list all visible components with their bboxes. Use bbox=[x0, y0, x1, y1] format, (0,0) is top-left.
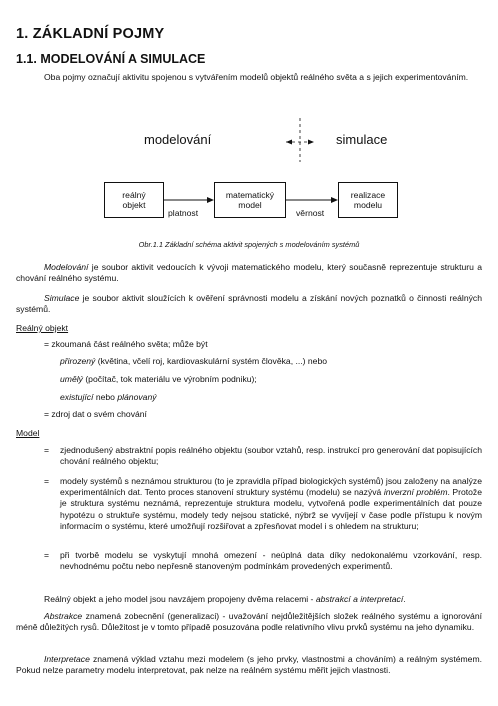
diagram bbox=[96, 112, 406, 232]
box-realny-objekt-line2: objekt bbox=[122, 200, 146, 210]
term-prirozeny: přirozený bbox=[60, 356, 96, 366]
box-realny-objekt bbox=[104, 182, 164, 218]
ro-umely bbox=[60, 374, 257, 385]
term-umely: umělý bbox=[60, 374, 83, 384]
ro-definition: = zkoumaná část reálného světa; může být bbox=[44, 339, 208, 349]
interpretace-text: znamená výklad vztahu mezi modelem (s jeho prvky, vlastnostmi a chováním) a reálným systémem. Pokud nelze parametry modelu interpretovat, pak nelze na reálném systému měřit jejich vlastnosti. bbox=[16, 654, 482, 676]
bullet-1-symbol: = bbox=[44, 445, 50, 455]
box-realizace-modelu bbox=[338, 182, 398, 218]
bullet-2-symbol: = bbox=[44, 476, 50, 486]
box-matematicky-model bbox=[214, 182, 286, 218]
model-bullet-1: zjednodušený abstraktní popis reálného objektu (soubor vztahů, resp. instrukcí pro generování dat popisujících chování reálného objektu; bbox=[60, 445, 482, 467]
ro-prirozeny bbox=[60, 356, 327, 367]
paragraph-simulace bbox=[16, 293, 482, 315]
model-b2-b: . Protože je struktura systému neznámá, reprezentuje struktura modelu, vytvořená podle experimentálních dat pouze hypotézu o struktuře systému, modely tedy nejsou statické, nýbrž se vyvíjejí v čase podle přístupu k novým informacím o systému, které umožňují rozšiřovat a zpřesňovat model i s ohledem na strukturu; bbox=[60, 487, 482, 531]
figure-caption: Obr.1.1 Základní schéma aktivit spojených s modelováním systémů bbox=[138, 240, 360, 249]
intro-paragraph: Oba pojmy označují aktivitu spojenou s vytvářením modelů objektů reálného světa a s jejich experimentováním. bbox=[44, 72, 469, 82]
ro-source: = zdroj dat o svém chování bbox=[44, 409, 147, 419]
model-bullet-2 bbox=[60, 476, 482, 532]
heading-model: Model bbox=[16, 428, 40, 438]
paragraph-interpretace bbox=[16, 654, 482, 676]
abstrakce-text: znamená zobecnění (generalizaci) - uvažování nejdůležitějších složek reálného systému a ignorování méně důležitých rysů. Důležitost je v tomto případě posuzována podle relativního vlivu prvků systému na jeho dynamiku. bbox=[16, 611, 482, 633]
term-modelovani: Modelování bbox=[44, 262, 89, 272]
term-existujici: existující bbox=[60, 392, 94, 402]
term-interpretace: Interpretace bbox=[44, 654, 90, 664]
bullet-3-symbol: = bbox=[44, 550, 50, 560]
modelovani-text: je soubor aktivit vedoucích k vývoji matematického modelu, který současně reprezentuje strukturu a chování reálného systému. bbox=[16, 262, 482, 284]
diagram-label-modelovani: modelování bbox=[144, 132, 212, 147]
relation-text: Reálný objekt a jeho model jsou navzájem propojeny dvěma relacemi - bbox=[44, 594, 316, 604]
box-realizace-modelu-line2: modelu bbox=[353, 200, 383, 210]
term-planovany: plánovaný bbox=[117, 392, 157, 402]
ro-nebo: nebo bbox=[93, 392, 118, 402]
paragraph-abstrakce bbox=[16, 611, 482, 633]
heading-realny-objekt: Reálný objekt bbox=[16, 323, 69, 333]
model-bullet-3: při tvorbě modelu se vyskytují mnohá omezení - neúplná data díky nedokonalému vzorkování, resp. nevhodnému počtu nebo nepřesně stanoveným podmínkám provedených experimentů. bbox=[60, 550, 482, 572]
box-matematicky-model-line1: matematický bbox=[225, 189, 275, 200]
model-b2-a: modely systémů s neznámou strukturou (to je zpravidla případ biologických systémů) jsou založeny na analýze experimentálních dat. Tento proces stanovení struktury systému (modelu) se nazývá bbox=[60, 476, 482, 498]
diagram-label-simulace: simulace bbox=[336, 132, 388, 147]
ro-prirozeny-rest: (květina, včelí roj, kardiovaskulární systém člověka, ...) nebo bbox=[95, 356, 328, 366]
ro-umely-rest: (počítač, tok materiálu ve výrobním podniku); bbox=[82, 374, 257, 384]
term-relations: abstrakcí a interpretací bbox=[315, 594, 404, 604]
box-realny-objekt-line1: reálný bbox=[122, 189, 146, 200]
paragraph-modelovani bbox=[16, 262, 482, 284]
simulace-text: je soubor aktivit sloužících k ověření správnosti modelu a získání nových poznatků o činnosti reálných systémů. bbox=[16, 293, 482, 315]
term-abstrakce: Abstrakce bbox=[44, 611, 83, 621]
arrow-label-platnost: platnost bbox=[168, 208, 199, 218]
chapter-heading: 1. ZÁKLADNÍ POJMY bbox=[16, 26, 165, 42]
term-simulace: Simulace bbox=[44, 293, 80, 303]
arrow-label-vernost: věrnost bbox=[296, 208, 325, 218]
paragraph-relations bbox=[16, 594, 482, 605]
term-inverzni-problem: inverzní problém bbox=[383, 487, 448, 498]
section-heading: 1.1. MODELOVÁNÍ A SIMULACE bbox=[16, 52, 206, 66]
ro-existujici bbox=[60, 392, 157, 403]
relation-end: . bbox=[403, 594, 406, 604]
box-matematicky-model-line2: model bbox=[238, 200, 262, 210]
box-realizace-modelu-line1: realizace bbox=[350, 189, 386, 200]
